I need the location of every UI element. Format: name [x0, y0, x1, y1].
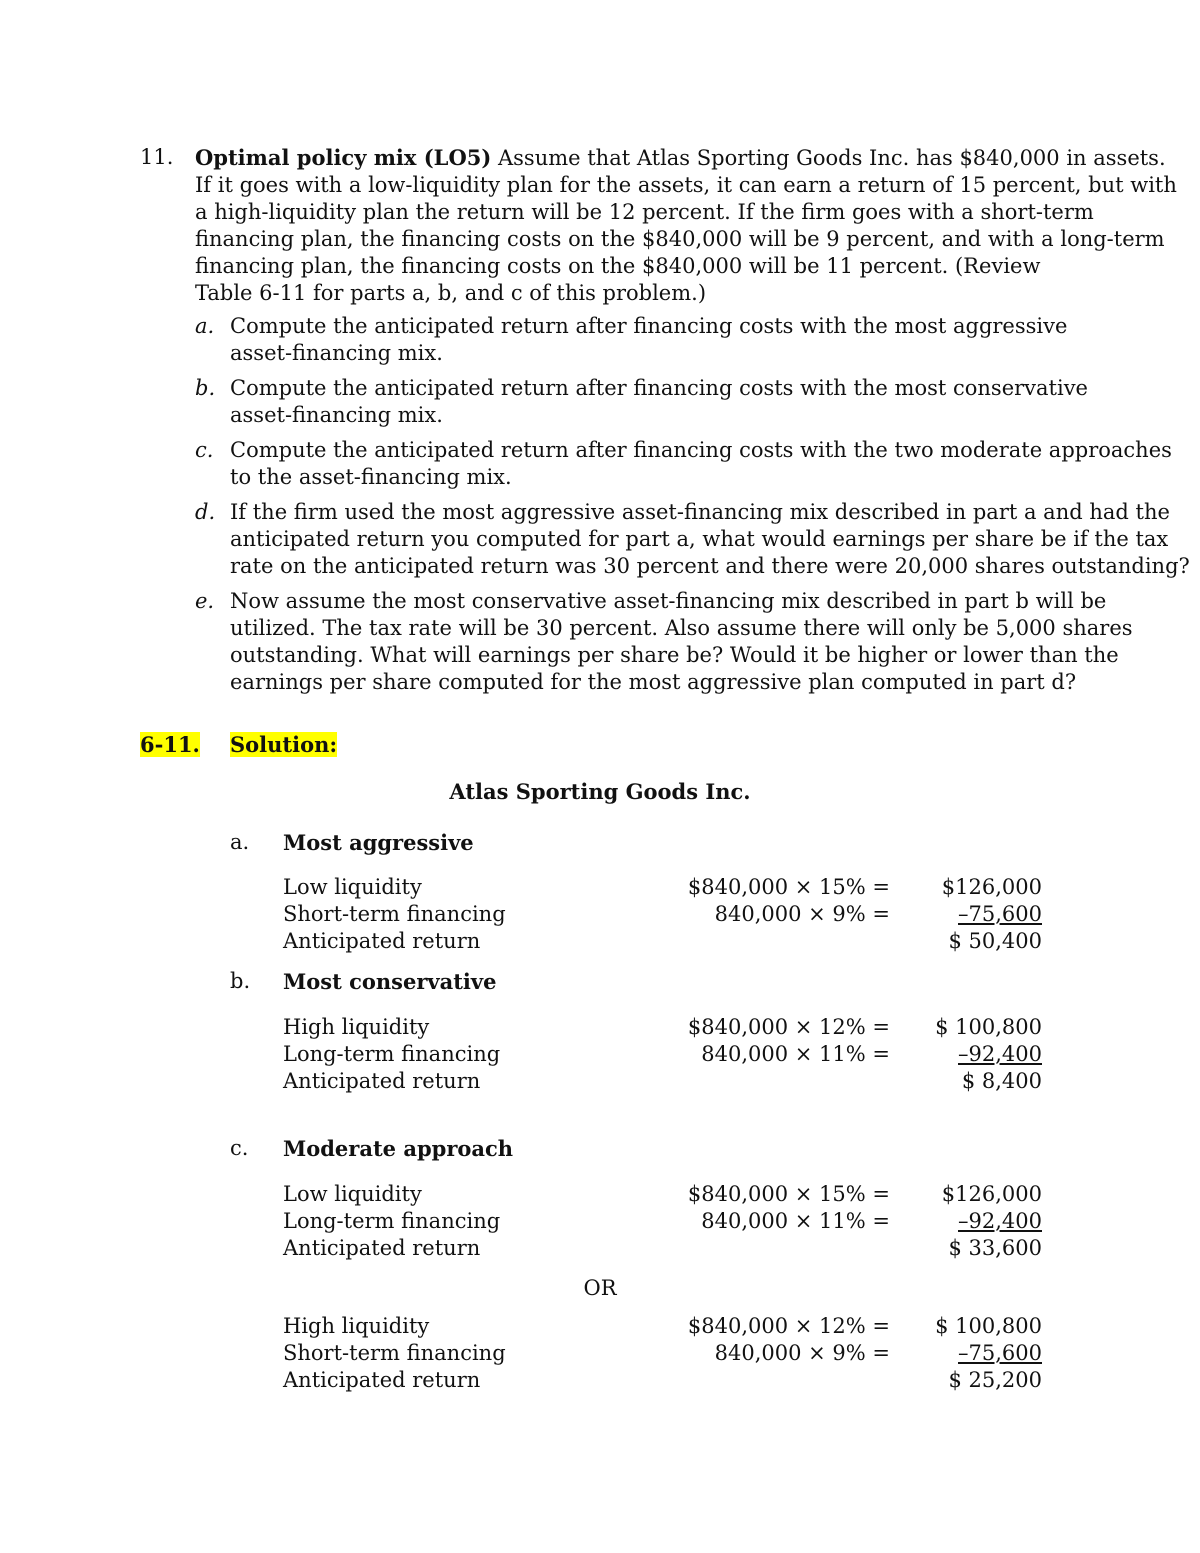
row-amount [900, 1041, 1042, 1068]
row-amount: $ 33,600 [948, 1236, 1042, 1260]
problem-line-6: Table 6-11 for parts a, b, and c of this problem.) [195, 281, 707, 305]
row-amount-underlined: –92,400 [958, 1042, 1042, 1066]
problem-title: Optimal policy mix (LO5) [195, 145, 492, 170]
row-label: Anticipated return [283, 1236, 481, 1260]
section-letter: a. [230, 830, 250, 854]
part-text: earnings per share computed for the most aggressive plan computed in part d? [230, 670, 1077, 694]
part-text: Compute the anticipated return after financing costs with the most aggressive [230, 314, 1068, 338]
part-text: rate on the anticipated return was 30 percent and there were 20,000 shares outstanding? [230, 554, 1190, 578]
problem-line-1-text: Assume that Atlas Sporting Goods Inc. has $840,000 in assets. [491, 146, 1166, 170]
section-letter: c. [230, 1136, 249, 1160]
part-text: Now assume the most conservative asset-financing mix described in part b will be [230, 589, 1107, 613]
row-label: Short-term financing [283, 1341, 506, 1365]
row-calc: $840,000 × 15% = [687, 875, 890, 899]
part-letter: a. [195, 314, 215, 338]
row-amount-underlined: –75,600 [958, 902, 1042, 926]
part-letter: c. [195, 438, 214, 462]
row-label: Long-term financing [283, 1209, 501, 1233]
row-label: Anticipated return [283, 929, 481, 953]
part-letter: b. [195, 376, 216, 400]
row-label: Low liquidity [283, 1182, 422, 1206]
part-letter: e. [195, 589, 215, 613]
part-text: asset-financing mix. [230, 341, 443, 365]
row-amount: $ 100,800 [935, 1314, 1042, 1338]
part-text: asset-financing mix. [230, 403, 443, 427]
section-letter: b. [230, 969, 251, 993]
row-calc: 840,000 × 9% = [714, 1341, 890, 1365]
part-text: anticipated return you computed for part a, what would earnings per share be if the tax [230, 527, 1169, 551]
row-calc: 840,000 × 11% = [701, 1209, 890, 1233]
row-amount-underlined: –92,400 [958, 1209, 1042, 1233]
part-text: to the asset-financing mix. [230, 465, 512, 489]
row-label: Anticipated return [283, 1069, 481, 1093]
row-label: Anticipated return [283, 1368, 481, 1392]
row-amount: $ 100,800 [935, 1015, 1042, 1039]
problem-line-5: financing plan, the financing costs on the $840,000 will be 11 percent. (Review [195, 254, 1041, 278]
row-calc: $840,000 × 12% = [687, 1015, 890, 1039]
solution-number [140, 731, 200, 758]
row-amount: $126,000 [941, 1182, 1042, 1206]
row-calc: $840,000 × 12% = [687, 1314, 890, 1338]
problem-line-2: If it goes with a low-liquidity plan for the assets, it can earn a return of 15 percent, but with [195, 173, 1177, 197]
row-amount: $ 50,400 [948, 929, 1042, 953]
part-text: Compute the anticipated return after financing costs with the two moderate approaches [230, 438, 1172, 462]
row-calc: 840,000 × 9% = [714, 902, 890, 926]
solution-number-text: 6-11. [140, 732, 200, 757]
row-calc: $840,000 × 15% = [687, 1182, 890, 1206]
or-separator: OR [583, 1276, 617, 1300]
problem-statement [195, 144, 1177, 307]
section-title: Most conservative [283, 969, 497, 994]
row-label: High liquidity [283, 1015, 430, 1039]
row-amount: $ 25,200 [948, 1368, 1042, 1392]
row-label: Short-term financing [283, 902, 506, 926]
solution-title [230, 731, 337, 758]
solution-title-text: Solution: [230, 732, 338, 757]
row-amount [900, 1340, 1042, 1367]
part-text: Compute the anticipated return after financing costs with the most conservative [230, 376, 1088, 400]
row-amount: $126,000 [941, 875, 1042, 899]
problem-line-3: a high-liquidity plan the return will be 12 percent. If the firm goes with a short-term [195, 200, 1094, 224]
part-text: utilized. The tax rate will be 30 percent. Also assume there will only be 5,000 shares [230, 616, 1133, 640]
section-title: Moderate approach [283, 1136, 514, 1161]
problem-line-1 [195, 144, 1166, 172]
company-name: Atlas Sporting Goods Inc. [449, 779, 751, 804]
row-amount: $ 8,400 [961, 1069, 1042, 1093]
row-amount-underlined: –75,600 [958, 1341, 1042, 1365]
row-label: Long-term financing [283, 1042, 501, 1066]
row-label: High liquidity [283, 1314, 430, 1338]
problem-number: 11. [140, 145, 174, 169]
row-label: Low liquidity [283, 875, 422, 899]
part-text: outstanding. What will earnings per share be? Would it be higher or lower than the [230, 643, 1119, 667]
part-text: If the firm used the most aggressive asset-financing mix described in part a and had the [230, 500, 1170, 524]
row-calc: 840,000 × 11% = [701, 1042, 890, 1066]
section-title: Most aggressive [283, 830, 474, 855]
row-amount [900, 1208, 1042, 1235]
problem-line-4: financing plan, the financing costs on the $840,000 will be 9 percent, and with a long-term [195, 227, 1165, 251]
part-letter: d. [195, 500, 216, 524]
row-amount [900, 901, 1042, 928]
